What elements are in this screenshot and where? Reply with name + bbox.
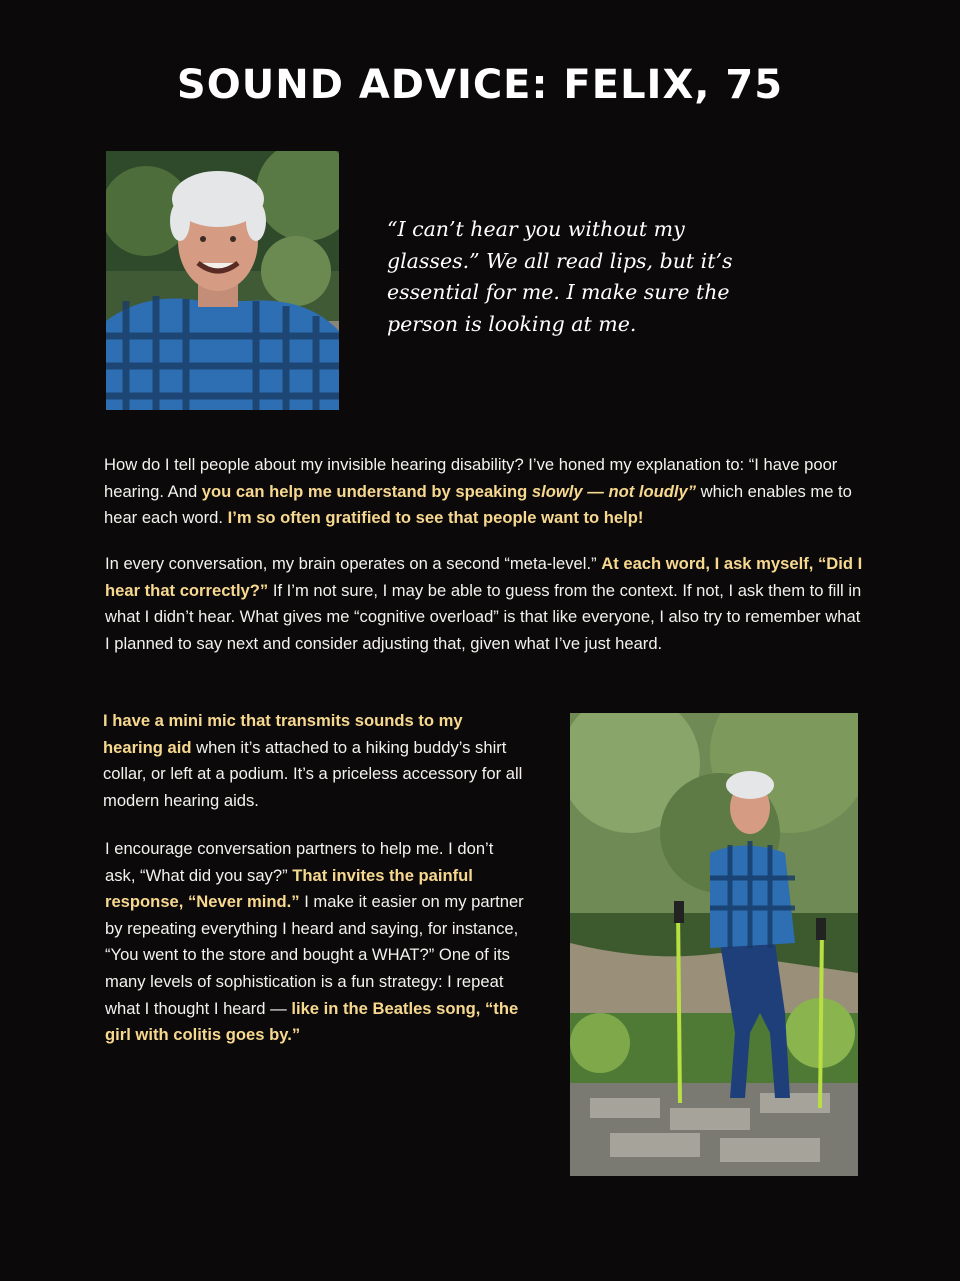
- pull-quote: “I can’t hear you without my glasses.” We all read lips, but it’s essential for me. I make sure the person is looking at me.: [387, 217, 733, 336]
- p4-text-c: I make it easier on my partner by repeating everything I heard and saying, for instance, “You went to the store and bought a WHAT?” One of its many levels of sophistication is a fun strategy: I repeat what I thought I heard —: [105, 892, 524, 1018]
- p2-text-c: If I’m not sure, I may be able to guess from the context. If not, I ask them to fill in what I didn’t hear. What gives me “cognitive overload” is that like everyone, I also try to remember what I planned to say next and consider adjusting that, given what I’ve just heard.: [105, 580, 862, 653]
- paragraph-mini-mic: [103, 708, 523, 814]
- p1-highlight-speaking: you can help me understand by speaking: [201, 481, 532, 501]
- page-title: SOUND ADVICE: FELIX, 75: [176, 62, 784, 108]
- p1-text-a: How do I tell people about my invisible hearing disability? I’ve honed my explanation to: “I have poor hearing. And: [104, 455, 838, 501]
- p3-highlight-mini-mic: I have a mini mic that transmits sounds to my hearing aid: [103, 711, 463, 757]
- p2-highlight-ask-myself: At each word, I ask myself, “Did I hear that correctly?”: [105, 554, 863, 600]
- p2-text-a: In every conversation, my brain operates on a second “meta-level.”: [105, 554, 602, 573]
- paragraph-meta-level: [105, 551, 865, 657]
- paragraph-conversation-partners: [105, 836, 525, 1049]
- p4-highlight-never-mind: That invites the painful response, “Never mind.”: [105, 865, 473, 912]
- p3-text-b: when it’s attached to a hiking buddy’s shirt collar, or left at a podium. It’s a priceless accessory for all modern hearing aids.: [103, 737, 523, 810]
- p1-highlight-slowly: slowly — not loudly”: [531, 481, 697, 501]
- p4-highlight-beatles: like in the Beatles song, “the girl with colitis goes by.”: [105, 998, 519, 1045]
- p4-text-a: I encourage conversation partners to help me. I don’t ask, “What did you say?”: [105, 839, 494, 885]
- portrait-photo: [106, 151, 339, 410]
- hiking-photo: [570, 713, 858, 1176]
- p1-text-d: which enables me to hear each word.: [104, 481, 852, 528]
- paragraph-explanation: [104, 452, 864, 532]
- p1-highlight-gratified: I’m so often gratified to see that people want to help!: [227, 508, 644, 528]
